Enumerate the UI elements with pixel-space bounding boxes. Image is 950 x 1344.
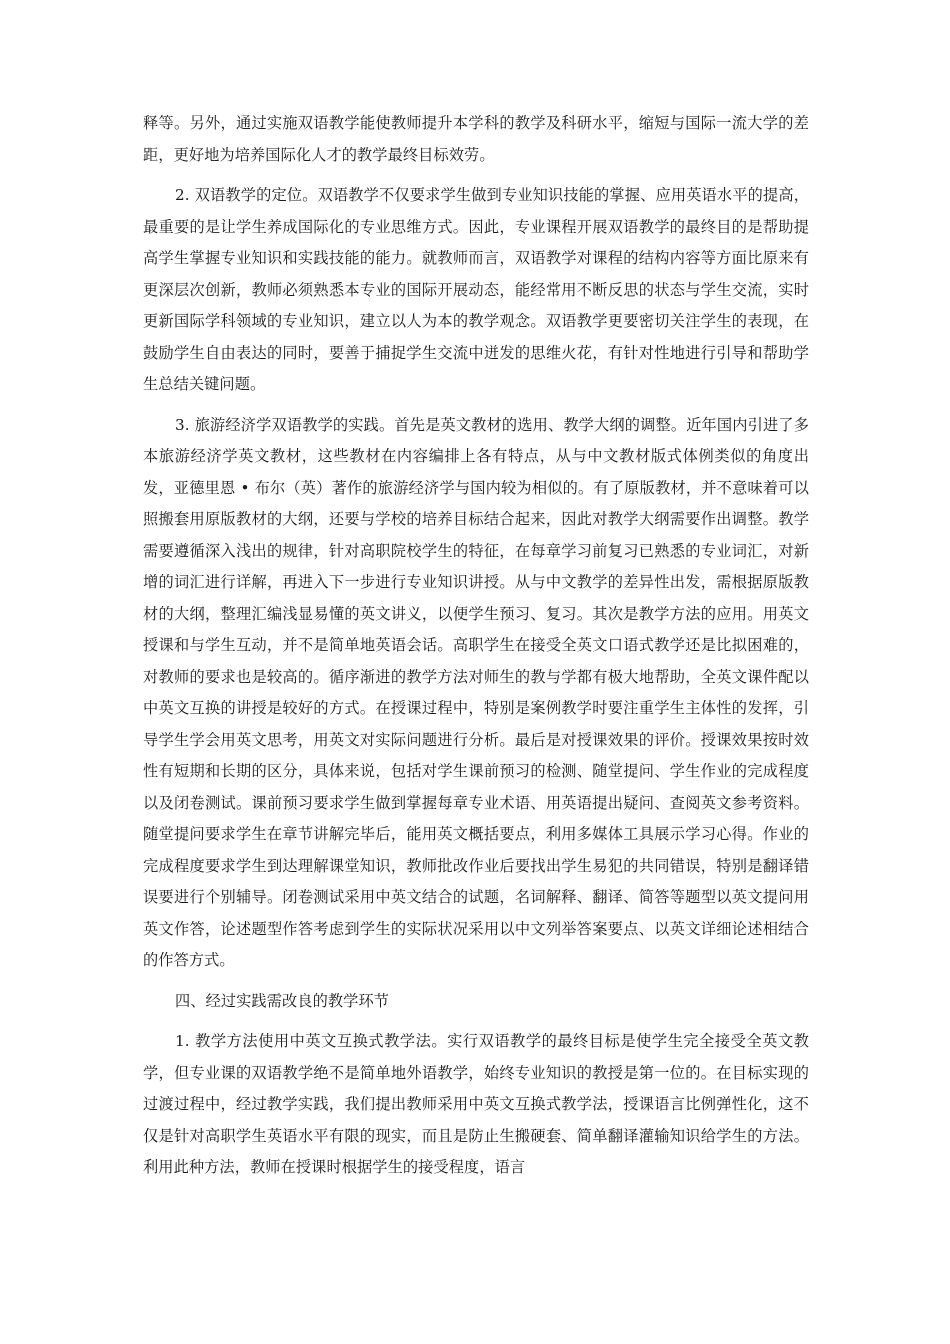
paragraph-tourism-economics-practice: 3. 旅游经济学双语教学的实践。首先是英文教材的选用、教学大纲的调整。近年国内引进了多本旅游经济学英文教材，这些教材在内容编排上各有特点，从与中文教材版式体例类似的角度出发，亚德里恩 • 布尔（英）著作的旅游经济学与国内较为相似的。有了原版教材，并不意味着可以照搬套用原版教材的大纲，还要与学校的培养目标结合起来，因此对教学大纲需要作出调整。教学需要遵循深入浅出的规律，针对高职院校学生的特征，在每章学习前复习已熟悉的专业词汇，对新增的词汇进行详解，再进入下一步进行专业知识讲授。从与中文教学的差异性出发，需根据原版教材的大纲，整理汇编浅显易懂的英文讲义，以便学生预习、复习。其次是教学方法的应用。用英文授课和与学生互动，并不是简单地英语会话。高职学生在接受全英文口语式教学还是比拟困难的，对教师的要求也是较高的。循序渐进的教学方法对师生的教与学都有极大地帮助，全英文课件配以中英文互换的讲授是较好的方式。在授课过程中，特别是案例教学时要注重学生主体性的发挥，引导学生学会用英文思考，用英文对实际问题进行分析。最后是对授课效果的评价。授课效果按时效性有短期和长期的区分，具体来说，包括对学生课前预习的检测、随堂提问、学生作业的完成程度以及闭卷测试。课前预习要求学生做到掌握每章专业术语、用英语提出疑问、查阅英文参考资料。随堂提问要求学生在章节讲解完毕后，能用英文概括要点，利用多媒体工具展示学习心得。作业的完成程度要求学生到达理解课堂知识，教师批改作业后要找出学生易犯的共同错误，特别是翻译错误要进行个别辅导。闭卷测试采用中英文结合的试题，名词解释、翻译、简答等题型以英文提问用英文作答，论述题型作答考虑到学生的实际状况采用以中文列举答案要点、以英文详细论述相结合的作答方式。 [143, 415, 809, 969]
paragraph-bilingual-positioning: 2. 双语教学的定位。双语教学不仅要求学生做到专业知识技能的掌握、应用英语水平的提高，最重要的是让学生养成国际化的专业思维方式。因此，专业课程开展双语教学的最终目的是帮助提高学生掌握专业知识和实践技能的能力。就教师而言，双语教学对课程的结构内容等方面比原来有更深层次创新，教师必须熟悉本专业的国际开展动态，能经常用不断反思的状态与学生交流，实时更新国际学科领域的专业知识，建立以人为本的教学观念。双语教学更要密切关注学生的表现，在鼓励学生自由表达的同时，要善于捕捉学生交流中迸发的思维火花，有针对性地进行引导和帮助学生总结关键问题。 [143, 186, 809, 393]
paragraph-teaching-method: 1. 教学方法使用中英文互换式教学法。实行双语教学的最终目标是使学生完全接受全英文教学，但专业课的双语教学绝不是简单地外语教学，始终专业知识的教授是第一位的。在目标实现的过渡过程中，经过教学实践，我们提出教师采用中英文互换式教学法，授课语言比例弹性化，这不仅是针对高职学生英语水平有限的现实，而且是防止生搬硬套、简单翻译灌输知识给学生的方法。利用此种方法，教师在授课时根据学生的接受程度，语言 [143, 1032, 809, 1176]
document-body [143, 108, 809, 1184]
section-heading: 四、经过实践需改良的教学环节 [175, 991, 390, 1010]
paragraph-continuation: 释等。另外，通过实施双语教学能使教师提升本学科的教学及科研水平，缩短与国际一流大学的差距，更好地为培养国际化人才的教学最终目标效劳。 [143, 114, 809, 164]
